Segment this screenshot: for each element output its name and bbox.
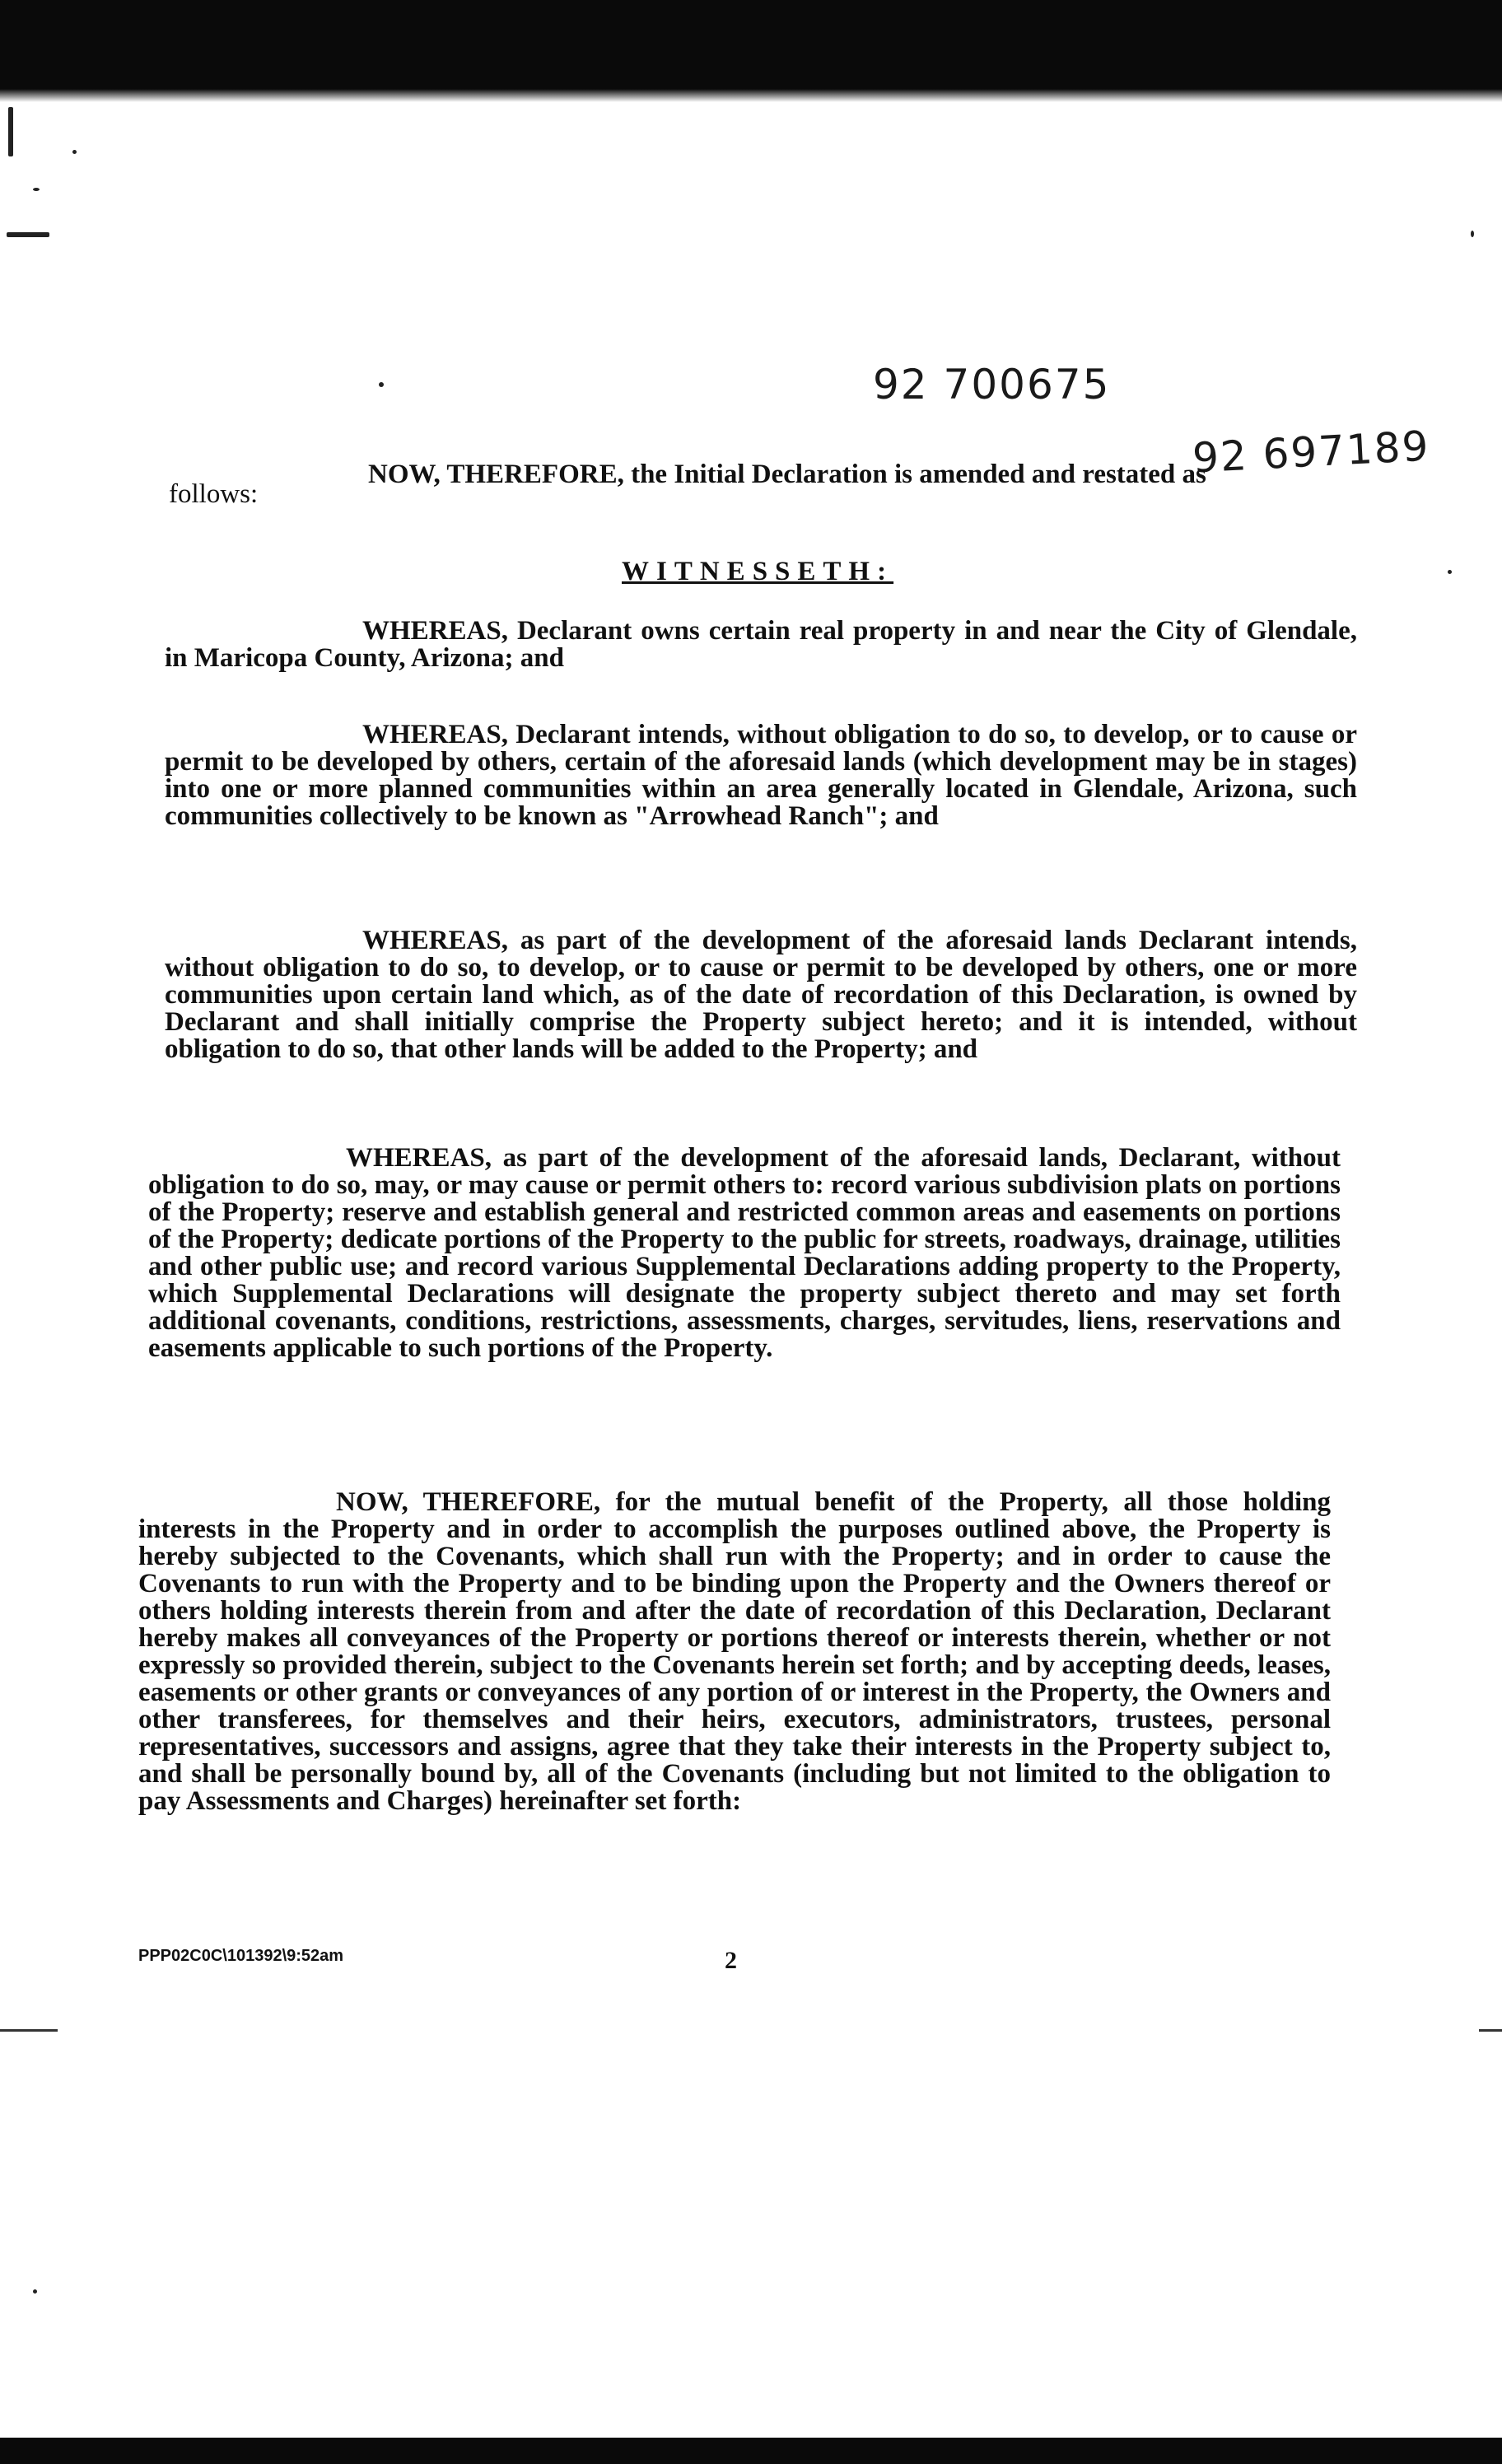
- scan-top-edge: [0, 89, 1502, 102]
- recording-number-stamp: 92 700675: [873, 361, 1111, 408]
- scan-margin-mark: [0, 2029, 58, 2032]
- scan-speck: [379, 382, 384, 387]
- intro-text: the Initial Declaration is amended and restated as: [623, 460, 1206, 489]
- intro-lead: NOW, THEREFORE,: [368, 460, 624, 489]
- scan-speck: [7, 232, 49, 237]
- page-number: 2: [725, 1947, 737, 1974]
- recital-paragraph-4: [148, 1145, 1341, 1362]
- scan-speck: [33, 188, 40, 191]
- intro-paragraph: [368, 461, 1340, 488]
- recital-paragraph-3: [165, 927, 1357, 1063]
- scan-bottom-border: [0, 2438, 1502, 2464]
- recital-lead: WHEREAS,: [362, 720, 508, 749]
- scan-top-border: [0, 0, 1502, 99]
- operative-lead: NOW, THEREFORE,: [336, 1487, 601, 1517]
- scan-speck: [1448, 570, 1452, 574]
- recital-text: as part of the development of the aforesaid lands Declarant intends, without obligation to do so, to develop, or to cause or permit to be developed by others, one or more communities upon certain land which, as of the date of recordation of this Declaration, is owned by Declarant and shall initially comprise the Property subject hereto; and it is intended, without obligation to do so, that other lands will be added to the Property; and: [165, 926, 1357, 1064]
- witnesseth-heading: WITNESSETH:: [622, 557, 894, 586]
- recital-lead: WHEREAS,: [362, 926, 508, 955]
- recital-paragraph-1: [165, 618, 1357, 672]
- recital-paragraph-2: [165, 721, 1357, 830]
- scan-speck: [72, 150, 77, 154]
- document-code: PPP02C0C\101392\9:52am: [138, 1947, 344, 1965]
- operative-text: for the mutual benefit of the Property, all those holding interests in the Property and in order to accomplish the purposes outlined above, the Property is hereby subjected to the Covenants, which shall run with the Property; and in order to cause the Covenants to run with the Property and to be binding upon the Property and the Owners thereof or others holding interests therein from and after the date of recordation of this Declaration, Declarant hereby makes all conveyances of the Property or portions thereof or interests therein, whether or not expressly so provided therein, subject to the Covenants herein set forth; and by accepting deeds, leases, easements or other grants or conveyances of any portion of or interest in the Property, the Owners and other transferees, for themselves and their heirs, executors, administrators, trustees, personal representatives, successors and assigns, agree that they take their interests in the Property subject to, and shall be personally bound by, all of the Covenants (including but not limited to the obligation to pay Assessments and Charges) hereinafter set forth:: [138, 1487, 1331, 1816]
- scan-speck: [8, 107, 13, 156]
- recording-number-stamp-secondary: 92 697189: [1191, 422, 1431, 483]
- scan-speck: [1471, 231, 1474, 237]
- recital-text: Declarant owns certain real property in and near the City of Glendale, in Maricopa County, Arizona; and: [165, 616, 1357, 673]
- scan-margin-mark: [1479, 2029, 1502, 2032]
- recital-lead: WHEREAS,: [362, 616, 508, 646]
- follows-label: follows:: [169, 479, 259, 509]
- recital-text: as part of the development of the aforesaid lands, Declarant, without obligation to do so, may, or may cause or permit others to: record various subdivision plats on portions of the Property; reserve and establish general and restricted common areas and easements on portions of the Property; dedicate portions of the Property to the public for streets, roadways, drainage, utilities and other public use; and record various Supplemental Declarations adding property to the Property, which Supplemental Declarations will designate the property subject thereto and may set forth additional covenants, conditions, restrictions, assessments, charges, servitudes, liens, reservations and easements applicable to such portions of the Property.: [148, 1143, 1341, 1363]
- recital-text: Declarant intends, without obligation to do so, to develop, or to cause or permit to be developed by others, certain of the aforesaid lands (which development may be in stages) into one or more planned communities within an area generally located in Glendale, Arizona, such communities collectively to be known as "Arrowhead Ranch"; and: [165, 720, 1357, 831]
- scan-speck: [33, 2289, 37, 2294]
- recital-lead: WHEREAS,: [346, 1143, 492, 1173]
- operative-paragraph: [138, 1489, 1331, 1815]
